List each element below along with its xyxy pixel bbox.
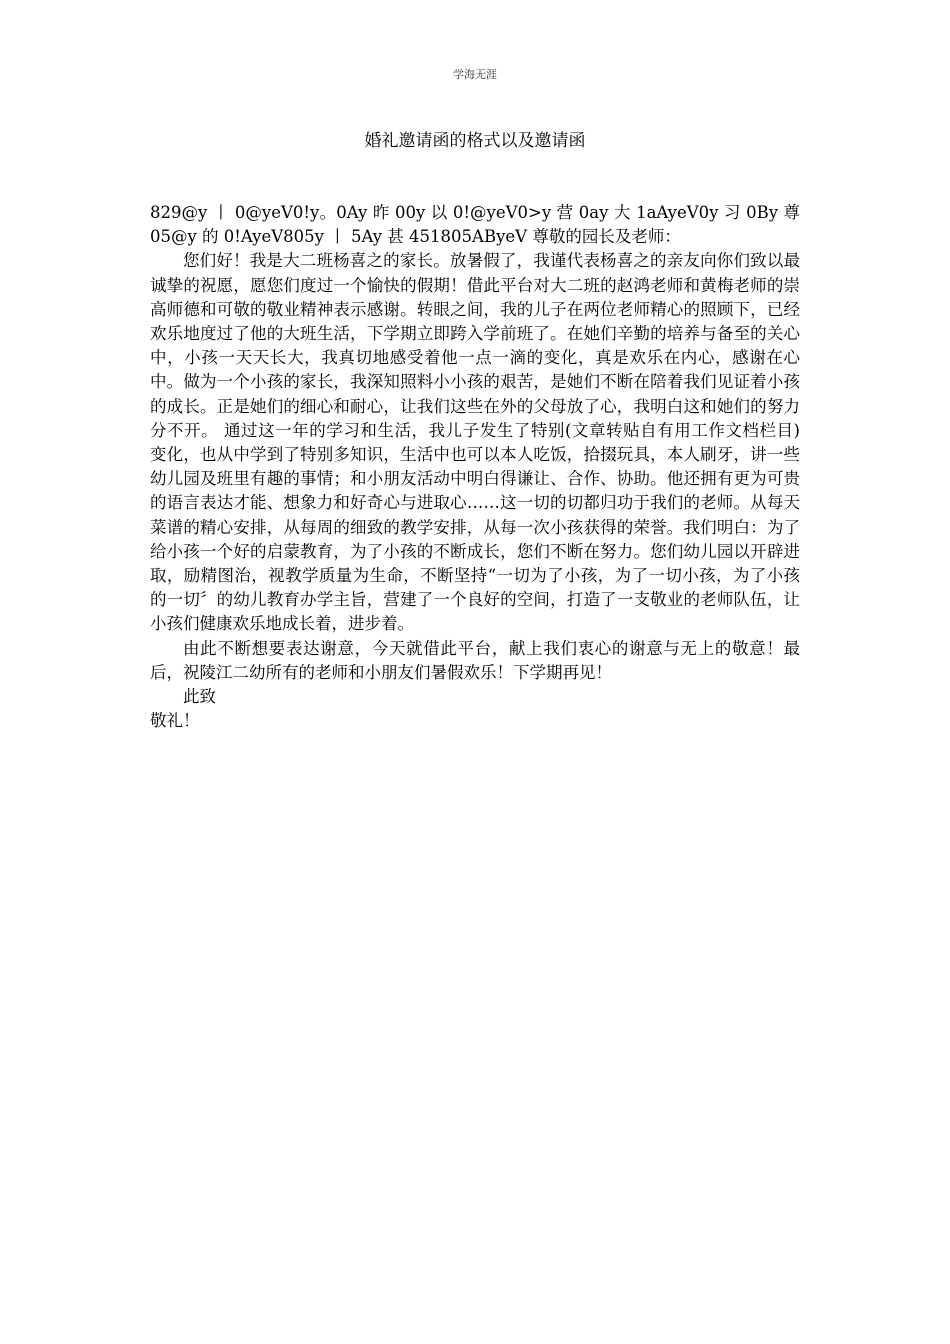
- document-title: 婚礼邀请函的格式以及邀请函: [364, 131, 586, 151]
- letter-body: [150, 201, 800, 733]
- closing-phrase: 此致: [183, 687, 216, 707]
- regards-phrase: 敬礼！: [150, 711, 200, 731]
- salutation: 829@y 丨 0@yeV0!y。0Ay 昨 00y 以 0!@yeV0>y 营 0ay 大 1aAyeV0y 习 0By 尊 05@y 的 0!AyeV805y 丨 5Ay 甚 451805AByeV 尊敬的园长及老师：: [150, 203, 800, 247]
- paragraph-gratitude: 您们好！我是大二班杨喜之的家长。放暑假了，我谨代表杨喜之的亲友向你们致以最诚挚的祝愿，愿您们度过一个愉快的假期！借此平台对大二班的赵鸿老师和黄梅老师的崇高师德和可敬的敬业精神表示感谢。转眼之间，我的儿子在两位老师精心的照顾下，已经欢乐地度过了他的大班生活，下学期立即跨入学前班了。在她们辛勤的培养与备至的关心中，小孩一天天长大，我真切地感受着他一点一滴的变化，真是欢乐在内心，感谢在心中。做为一个小孩的家长，我深知照料小小孩的艰苦，是她们不断在陪着我们见证着小孩的成长。正是她们的细心和耐心，让我们这些在外的父母放了心，我明白这和她们的努力分不开。 通过这一年的学习和生活，我儿子发生了特别(文章转贴自有用工作文档栏目) 变化，也从中学到了特别多知识，生活中也可以本人吃饭，拾掇玩具，本人刷牙，讲一些幼儿园及班里有趣的事情；和小朋友活动中明白得谦让、合作、协助。他还拥有更为可贵的语言表达才能、想象力和好奇心与进取心……这一切的切都归功于我们的老师。从每天菜谱的精心安排，从每周的细致的教学安排，从每一次小孩获得的荣誉。我们明白：为了给小孩一个好的启蒙教育，为了小孩的不断成长，您们不断在努力。您们幼儿园以开辟进取，励精图治，视教学质量为生命，不断坚持“一切为了小孩，为了一切小孩，为了小孩的一切〞的幼儿教育办学主旨，营建了一个良好的空间，打造了一支敬业的老师队伍，让小孩们健康欢乐地成长着，进步着。: [150, 251, 800, 634]
- paragraph-closing-thanks: 由此不断想要表达谢意，今天就借此平台，献上我们衷心的谢意与无上的敬意！最后，祝陵江二幼所有的老师和小朋友们暑假欢乐！下学期再见！: [150, 638, 800, 682]
- page-header: 学海无涯: [453, 68, 497, 81]
